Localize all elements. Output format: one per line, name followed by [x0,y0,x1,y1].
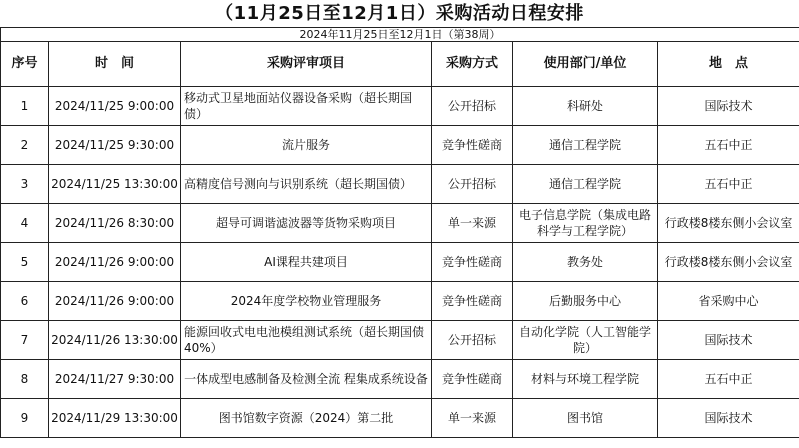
header-time: 时 间 [49,42,181,87]
cell-dept: 教务处 [513,243,658,282]
page-title: （11月25日至12月1日）采购活动日程安排 [215,3,584,24]
cell-dept: 后勤服务中心 [513,282,658,321]
table-row [1,204,799,243]
cell-project: 图书馆数字资源（2024）第二批 [181,399,432,438]
cell-project: 超导可调谐滤波器等货物采购项目 [181,204,432,243]
cell-time: 2024/11/26 9:00:00 [49,243,181,282]
cell-time: 2024/11/25 13:30:00 [49,165,181,204]
subtitle-row [1,28,799,42]
header-dept: 使用部门/单位 [513,42,658,87]
cell-time: 2024/11/25 9:00:00 [49,87,181,126]
cell-location: 五石中正 [658,165,799,204]
header-method: 采购方式 [432,42,513,87]
header-no: 序号 [1,42,49,87]
cell-dept: 电子信息学院（集成电路科学与工程学院） [513,204,658,243]
table-row [1,87,799,126]
cell-location: 省采购中心 [658,282,799,321]
cell-method: 公开招标 [432,321,513,360]
cell-no: 4 [1,204,49,243]
cell-location: 国际技术 [658,321,799,360]
cell-no: 1 [1,87,49,126]
cell-time: 2024/11/27 9:30:00 [49,360,181,399]
cell-location: 国际技术 [658,87,799,126]
cell-method: 竞争性磋商 [432,282,513,321]
table-row [1,243,799,282]
cell-time: 2024/11/29 13:30:00 [49,399,181,438]
cell-location: 五石中正 [658,126,799,165]
header-location: 地 点 [658,42,799,87]
cell-no: 9 [1,399,49,438]
cell-dept: 通信工程学院 [513,165,658,204]
schedule-table [0,27,799,438]
cell-time: 2024/11/25 9:30:00 [49,126,181,165]
table-row [1,360,799,399]
cell-dept: 通信工程学院 [513,126,658,165]
header-project: 采购评审项目 [181,42,432,87]
cell-method: 单一来源 [432,399,513,438]
cell-no: 2 [1,126,49,165]
cell-project: 一体成型电感制备及检测全流 程集成系统设备 [181,360,432,399]
header-row [1,42,799,87]
cell-location: 五石中正 [658,360,799,399]
cell-no: 8 [1,360,49,399]
cell-project: 移动式卫星地面站仪器设备采购（超长期国债） [181,87,432,126]
cell-no: 7 [1,321,49,360]
table-row [1,165,799,204]
cell-method: 竞争性磋商 [432,360,513,399]
cell-project: 能源回收式电电池模组测试系统（超长期国债40%） [181,321,432,360]
table-row [1,282,799,321]
cell-location: 国际技术 [658,399,799,438]
cell-no: 5 [1,243,49,282]
cell-time: 2024/11/26 13:30:00 [49,321,181,360]
cell-dept: 材料与环境工程学院 [513,360,658,399]
cell-time: 2024/11/26 9:00:00 [49,282,181,321]
cell-method: 单一来源 [432,204,513,243]
cell-project: 流片服务 [181,126,432,165]
cell-method: 竞争性磋商 [432,126,513,165]
cell-method: 公开招标 [432,87,513,126]
cell-project: AI课程共建项目 [181,243,432,282]
cell-dept: 图书馆 [513,399,658,438]
cell-time: 2024/11/26 8:30:00 [49,204,181,243]
cell-dept: 自动化学院（人工智能学院） [513,321,658,360]
cell-project: 2024年度学校物业管理服务 [181,282,432,321]
cell-dept: 科研处 [513,87,658,126]
cell-no: 6 [1,282,49,321]
cell-method: 竞争性磋商 [432,243,513,282]
cell-location: 行政楼8楼东侧小会议室 [658,204,799,243]
cell-method: 公开招标 [432,165,513,204]
cell-project: 高精度信号测向与识别系统（超长期国债） [181,165,432,204]
week-subtitle: 2024年11月25日至12月1日（第38周） [1,28,799,42]
table-row [1,126,799,165]
cell-location: 行政楼8楼东侧小会议室 [658,243,799,282]
table-row [1,321,799,360]
cell-no: 3 [1,165,49,204]
table-row [1,399,799,438]
